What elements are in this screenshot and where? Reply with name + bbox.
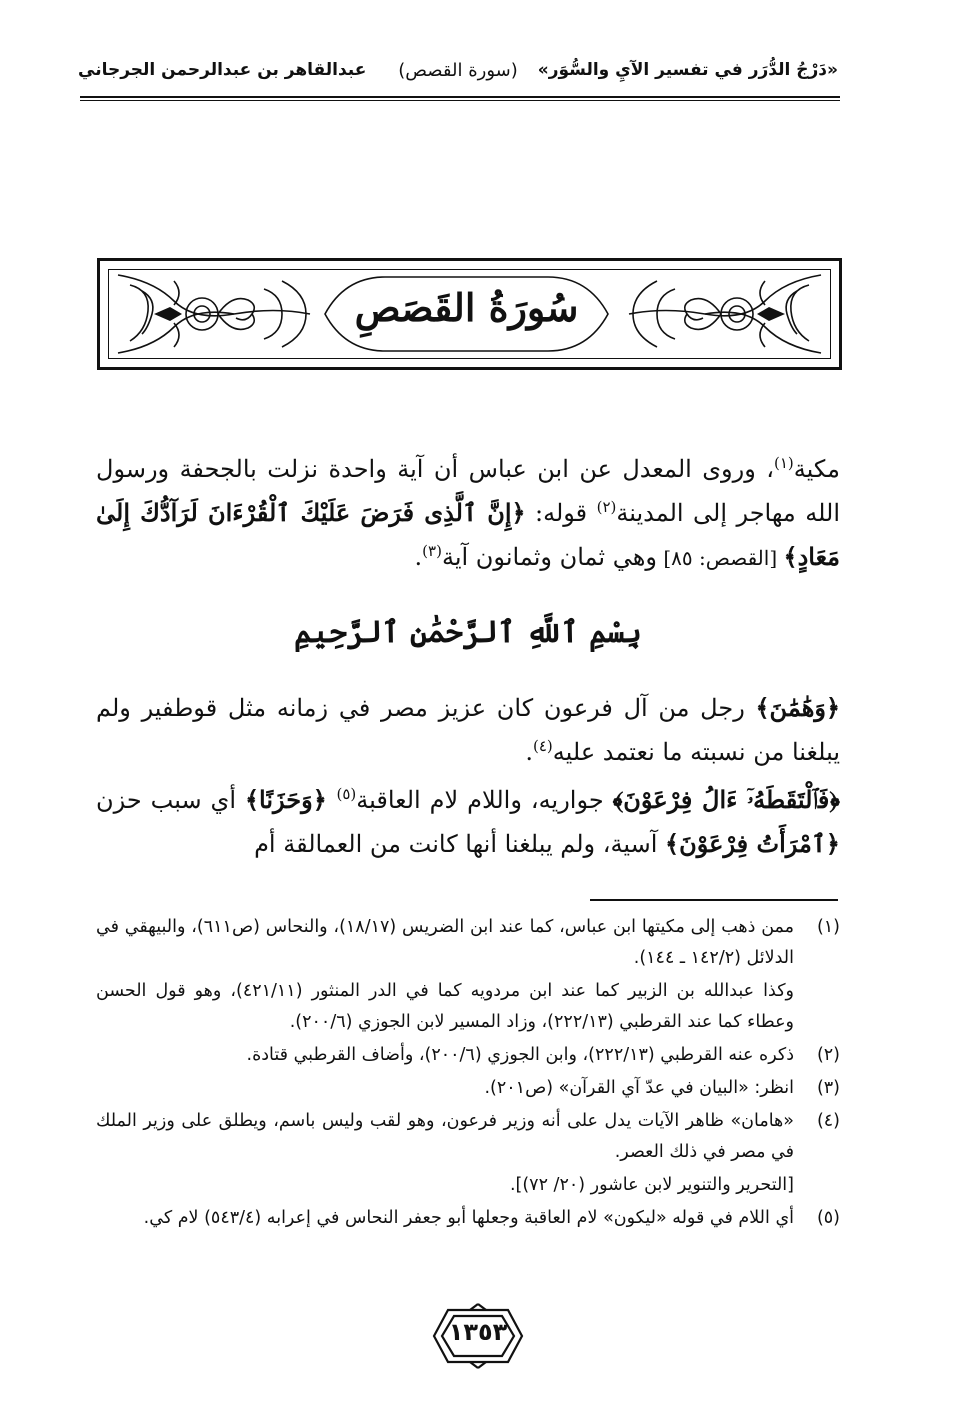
intro-paragraph xyxy=(96,447,840,580)
quran-phrase-iltaqat: ﴿فَٱلْتَقَطَهُۥٓ ءَالُ فِرْعَوْنَ﴾ xyxy=(612,785,840,814)
intro-text-1: مكية xyxy=(793,455,840,483)
surah-title-frame xyxy=(97,258,842,370)
page-number-badge xyxy=(428,1302,528,1370)
quran-word-haman: ﴿وَهَٰمَٰنَ﴾ xyxy=(755,693,840,722)
footnote-ref-5[interactable]: (٥) xyxy=(336,785,357,803)
footnote-number: (٤) xyxy=(816,1111,840,1131)
intro-text-2: ، وروى المعدل عن ابن عباس أن آية واحدة نزلت بالجحفة ورسول الله مهاجر إلى المدينة xyxy=(96,455,840,527)
footnote-number: (٥) xyxy=(816,1208,840,1228)
intro-text-5: . xyxy=(414,543,423,571)
footnote-item xyxy=(96,912,840,974)
footnotes-section xyxy=(96,912,840,1236)
footnote-number: (١) xyxy=(816,917,840,937)
haman-paragraph xyxy=(96,686,840,774)
quran-verse-inline: ﴿إِنَّ ٱلَّذِى فَرَضَ عَلَيْكَ ٱلْقُرْءَانَ لَرَآدُّكَ إِلَىٰ مَعَادٍ﴾ xyxy=(96,498,840,571)
title-cartouche xyxy=(315,271,618,357)
verse-reference: [القصص: ٨٥] xyxy=(656,546,784,570)
quran-phrase-imraat: ﴿ٱمْرَأَتُ فِرْعَوْنَ﴾ xyxy=(665,829,840,858)
footnote-text: ذكره عنه القرطبي (٢٢٢/١٣)، وابن الجوزي (٢٠٠/٦)، وأضاف القرطبي قتادة. xyxy=(246,1045,794,1065)
footnote-item xyxy=(96,1106,840,1168)
footnote-item xyxy=(96,976,840,1038)
footnote-ref-2[interactable]: (٢) xyxy=(596,498,617,516)
footnote-number: (٣) xyxy=(816,1078,840,1098)
header-book-title: «دَرْجُ الدُّرَر في تفسير الآيِ والسُّوَر» xyxy=(537,60,838,80)
footnote-number: (٢) xyxy=(816,1045,840,1065)
header-rule xyxy=(80,96,840,98)
footnote-text: وكذا عبدالله بن الزبير كما عند ابن مردويه كما في الدر المنثور (٤٢١/١١)، وهو قول الحسن وعطاء كما عند القرطبي (٢٢٢/١٣)، وزاد المسير لابن الجوزي (٢٠٠/٦). xyxy=(96,981,794,1032)
iltaqat-text-2: أي سبب حزن xyxy=(96,786,245,814)
arabesque-ornament-right xyxy=(625,271,825,357)
surah-title: سُورَةُ القَصَصِ xyxy=(354,285,579,330)
footnote-text: انظر: «البيان في عدّ آي القرآن» (ص٢٠١). xyxy=(484,1078,794,1098)
footnote-ref-4[interactable]: (٤) xyxy=(532,737,553,755)
footnote-text: أي اللام في قوله «ليكون» لام العاقبة وجعلها أبو جعفر النحاس في إعرابه (٥٤٣/٤) لام كي. xyxy=(143,1208,794,1228)
arabesque-ornament-left xyxy=(114,271,314,357)
footnote-text: «هامان» ظاهر الآيات يدل على أنه وزير فرعون، وهو لقب وليس باسم، ويطلق على وزير الملك في مصر في ذلك العصر. xyxy=(96,1111,794,1162)
header-author: عبدالقاهر بن عبدالرحمن الجرجاني xyxy=(78,60,367,80)
haman-text-2: . xyxy=(525,738,533,766)
footnote-item xyxy=(96,1073,840,1104)
footnote-text: [التحرير والتنوير لابن عاشور (٢٠/ ٧٢)]. xyxy=(509,1175,794,1195)
basmala: بِسْمِ ٱللَّهِ ٱلرَّحْمَٰنِ ٱلرَّحِيمِ xyxy=(294,615,642,650)
iltaqat-paragraph xyxy=(96,778,840,866)
iltaqat-text-1: جواريه، واللام لام العاقبة xyxy=(356,786,613,814)
page-number: ١٣٥٣ xyxy=(448,1318,508,1346)
intro-text-3: قوله: xyxy=(525,499,597,527)
intro-text-4: وهي ثمان وثمانون آية xyxy=(441,543,657,571)
header-rule-thin xyxy=(80,100,840,101)
footnote-ref-3[interactable]: (٣) xyxy=(422,542,442,560)
footnote-item xyxy=(96,1203,840,1234)
footnote-item xyxy=(96,1040,840,1071)
haman-text-1: رجل من آل فرعون كان عزيز مصر في زمانه مثل قوطفير ولم يبلغنا من نسبته ما نعتمد عليه xyxy=(96,694,840,766)
quran-word-hazan: ﴿وَحَزَنًا﴾ xyxy=(244,785,337,814)
footnote-separator xyxy=(590,899,838,901)
footnote-text: ممن ذهب إلى مكيتها ابن عباس، كما عند ابن الضريس (١٨/١٧)، والنحاس (ص٦١١)، والبيهقي في الدلائل (١٤٢/٢ ـ ١٤٤). xyxy=(96,917,795,968)
header-surah-label: (سورة القصص) xyxy=(398,60,518,81)
footnote-item xyxy=(96,1170,840,1201)
iltaqat-text-3: آسية، ولم يبلغنا أنها كانت من العمالقة أم xyxy=(254,830,666,858)
running-header xyxy=(78,60,838,100)
footnote-ref-1[interactable]: (١) xyxy=(774,454,794,472)
